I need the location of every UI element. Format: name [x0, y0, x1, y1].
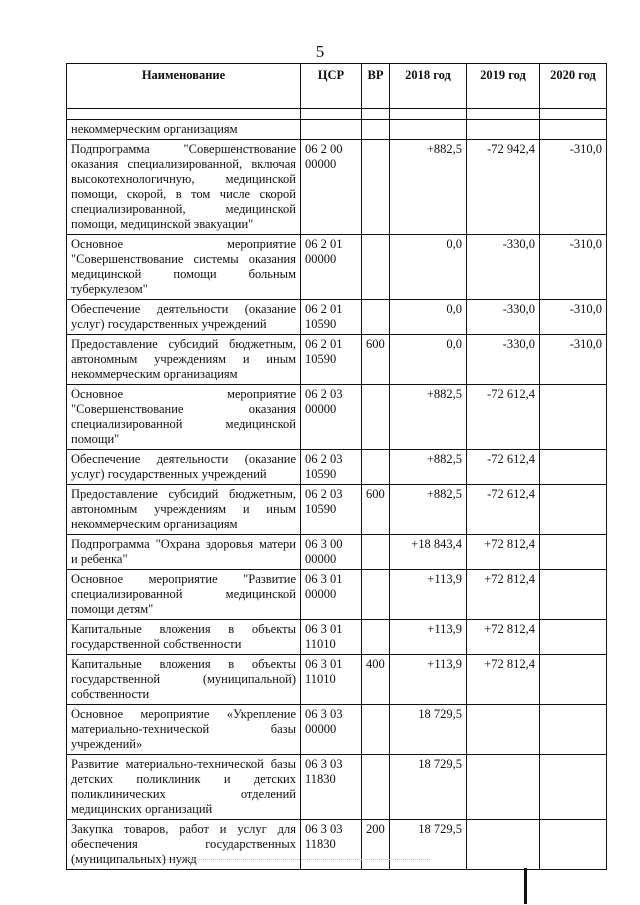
cell-csr: 06 3 01 11010: [301, 655, 362, 705]
cell-2019: [467, 755, 540, 820]
header-2020: 2020 год: [540, 64, 607, 109]
cell-2019: -72 612,4: [467, 385, 540, 450]
cell-csr: 06 3 03 11830: [301, 820, 362, 870]
cell-vr: [362, 570, 390, 620]
cell-name: Обеспечение деятельности (оказание услуг) государственных учреждений: [67, 300, 301, 335]
cell-2018: +113,9: [390, 620, 467, 655]
table-row: [67, 485, 607, 535]
cell-name: Капитальные вложения в объекты государственной собственности: [67, 620, 301, 655]
cell-vr: [362, 300, 390, 335]
cell-2018: +113,9: [390, 655, 467, 705]
cell-vr: [362, 535, 390, 570]
cell-csr: 06 2 03 10590: [301, 450, 362, 485]
table-row: [67, 235, 607, 300]
table-row: [67, 335, 607, 385]
cell-2019: +72 812,4: [467, 655, 540, 705]
header-2019: 2019 год: [467, 64, 540, 109]
cell-csr: 06 2 03 00000: [301, 385, 362, 450]
cell-name: Основное мероприятие "Совершенствование системы оказания медицинской помощи больным туберкулезом": [67, 235, 301, 300]
cell-2019: -330,0: [467, 235, 540, 300]
cell-name: Капитальные вложения в объекты государственной (муниципальной) собственности: [67, 655, 301, 705]
cell-2020: [540, 655, 607, 705]
cell-vr: 600: [362, 335, 390, 385]
cell-name: Обеспечение деятельности (оказание услуг) государственных учреждений: [67, 450, 301, 485]
cell-2018: 18 729,5: [390, 705, 467, 755]
cell-vr: [362, 140, 390, 235]
cell-2020: -310,0: [540, 300, 607, 335]
cell-2018: 0,0: [390, 335, 467, 385]
bottom-divider: [150, 859, 430, 860]
cell-csr: 06 2 03 10590: [301, 485, 362, 535]
cell-2019: [467, 820, 540, 870]
cell-csr: 06 3 03 00000: [301, 705, 362, 755]
cell-2018: 0,0: [390, 235, 467, 300]
cell-name: Предоставление субсидий бюджетным, автономным учреждениям и иным некоммерческим организациям: [67, 335, 301, 385]
header-csr: ЦСР: [301, 64, 362, 109]
cell-csr: 06 2 01 10590: [301, 300, 362, 335]
cell-name: Подпрограмма "Охрана здоровья матери и ребенка": [67, 535, 301, 570]
cell-name: Основное мероприятие "Развитие специализированной медицинской помощи детям": [67, 570, 301, 620]
cell-2020: -310,0: [540, 335, 607, 385]
header-gap-row: [67, 109, 607, 120]
cell-2020: [540, 820, 607, 870]
cell-vr: [362, 755, 390, 820]
cell-2020: [540, 485, 607, 535]
cell-2018: [390, 120, 467, 140]
cell-csr: 06 2 00 00000: [301, 140, 362, 235]
header-name: Наименование: [67, 64, 301, 109]
table-row: [67, 755, 607, 820]
cell-csr: 06 3 00 00000: [301, 535, 362, 570]
cell-vr: [362, 235, 390, 300]
cell-2018: +18 843,4: [390, 535, 467, 570]
cell-name: Предоставление субсидий бюджетным, автономным учреждениям и иным некоммерческим организациям: [67, 485, 301, 535]
cell-csr: 06 2 01 00000: [301, 235, 362, 300]
cell-2019: -72 612,4: [467, 450, 540, 485]
cell-name: Развитие материально-технической базы детских поликлиник и детских поликлинических отделений медицинских организаций: [67, 755, 301, 820]
cell-2018: +882,5: [390, 485, 467, 535]
cell-name: Подпрограмма "Совершенствование оказания специализированной, включая высокотехнологичную, медицинской помощи, скорой, в том числе скорой специализированной, медицинской помощи, медицинской эвакуации": [67, 140, 301, 235]
budget-table: [66, 63, 607, 870]
cell-vr: [362, 620, 390, 655]
cell-2019: -72 942,4: [467, 140, 540, 235]
cell-csr: [301, 120, 362, 140]
cell-2019: -330,0: [467, 300, 540, 335]
cell-2020: [540, 620, 607, 655]
table-body: [67, 120, 607, 870]
cell-2018: 18 729,5: [390, 755, 467, 820]
table-row: [67, 820, 607, 870]
cell-2020: [540, 535, 607, 570]
cell-2018: +113,9: [390, 570, 467, 620]
cell-name: Основное мероприятие «Укрепление материально-технической базы учреждений»: [67, 705, 301, 755]
table-row: [67, 655, 607, 705]
cell-vr: 200: [362, 820, 390, 870]
cell-vr: [362, 120, 390, 140]
cell-vr: [362, 385, 390, 450]
table-header-row: [67, 64, 607, 109]
table-row: [67, 620, 607, 655]
cell-2020: [540, 385, 607, 450]
cell-2020: [540, 450, 607, 485]
cell-2019: +72 812,4: [467, 570, 540, 620]
cell-2020: -310,0: [540, 140, 607, 235]
cell-vr: [362, 705, 390, 755]
table-row: [67, 140, 607, 235]
table-row: [67, 705, 607, 755]
table-row: [67, 300, 607, 335]
cell-csr: 06 3 03 11830: [301, 755, 362, 820]
cell-csr: 06 2 01 10590: [301, 335, 362, 385]
cell-2019: [467, 120, 540, 140]
cell-2018: +882,5: [390, 450, 467, 485]
page-number: 5: [315, 42, 325, 61]
cell-vr: 600: [362, 485, 390, 535]
cell-name: Закупка товаров, работ и услуг для обеспечения государственных (муниципальных) нужд: [67, 820, 301, 870]
table-row: [67, 385, 607, 450]
cell-2018: 18 729,5: [390, 820, 467, 870]
cell-csr: 06 3 01 11010: [301, 620, 362, 655]
table-row: [67, 535, 607, 570]
margin-mark: [524, 868, 527, 904]
cell-2019: -330,0: [467, 335, 540, 385]
cell-2018: +882,5: [390, 385, 467, 450]
cell-2018: 0,0: [390, 300, 467, 335]
table-row: [67, 450, 607, 485]
cell-2018: +882,5: [390, 140, 467, 235]
cell-2019: +72 812,4: [467, 535, 540, 570]
cell-2019: [467, 705, 540, 755]
cell-vr: 400: [362, 655, 390, 705]
cell-name: Основное мероприятие "Совершенствование оказания специализированной медицинской помощи": [67, 385, 301, 450]
header-2018: 2018 год: [390, 64, 467, 109]
cell-name: некоммерческим организациям: [67, 120, 301, 140]
cell-2020: [540, 755, 607, 820]
table-row: [67, 120, 607, 140]
cell-csr: 06 3 01 00000: [301, 570, 362, 620]
cell-2019: +72 812,4: [467, 620, 540, 655]
table-row: [67, 570, 607, 620]
cell-2020: [540, 120, 607, 140]
cell-2019: -72 612,4: [467, 485, 540, 535]
cell-2020: [540, 570, 607, 620]
cell-vr: [362, 450, 390, 485]
header-vr: ВР: [362, 64, 390, 109]
cell-2020: -310,0: [540, 235, 607, 300]
cell-2020: [540, 705, 607, 755]
